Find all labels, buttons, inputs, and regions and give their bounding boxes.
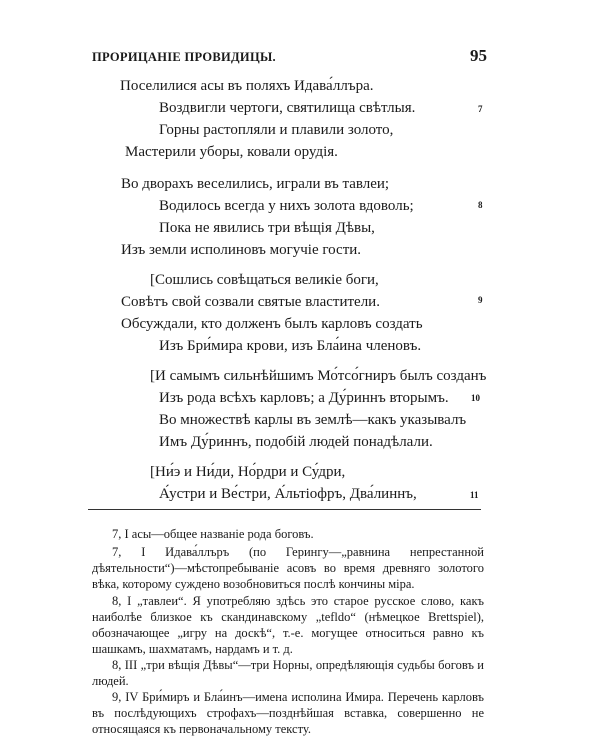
line-number: 7 bbox=[478, 104, 483, 114]
footnote: 7, I асы—общее названiе рода боговъ. bbox=[112, 527, 314, 541]
verse-line: Мастерили уборы, ковали орудiя. bbox=[125, 144, 338, 160]
verse-line: Воздвигли чертоги, святилища свѣтлыя. bbox=[159, 100, 416, 116]
verse-line: [И самымъ сильнѣйшимъ Мо́тсо́гниръ былъ созданъ bbox=[150, 368, 487, 384]
page-number: 95 bbox=[470, 46, 487, 65]
running-head: ПРОРИЦАНIЕ ПРОВИДИЦЫ. bbox=[92, 50, 276, 64]
verse-line: Горны растопляли и плавили золото, bbox=[159, 122, 394, 138]
verse-line: Водилось всегда у нихъ золота вдоволь; bbox=[159, 198, 414, 214]
line-number: 8 bbox=[478, 200, 483, 210]
footnote: 9, IV Бри́миръ и Бла́инъ—имена исполина Имира. Перечень карловъ въ послѣдующихъ строфахъ—позднѣйшая вставка, совершенно не относящаяся къ первоначальному тексту. bbox=[92, 690, 484, 736]
verse-line: Имъ Ду́риннъ, подобiй людей понадѣлали. bbox=[159, 434, 433, 450]
verse-line: [Сошлись совѣщаться великiе боги, bbox=[150, 272, 379, 288]
verse-line: Изъ Бри́мира крови, изъ Бла́ина членовъ. bbox=[159, 338, 422, 354]
line-number: 9 bbox=[478, 295, 483, 305]
footnote: 7, I Идава́ллъръ (по Герингу—„равнина непрестанной дѣятельности“)—мѣстопребыванiе асовъ во время древняго золотого вѣка, которому суждено возобновиться послѣ кончины мiра. bbox=[92, 545, 484, 591]
verse-line: Обсуждали, кто долженъ былъ карловъ создать bbox=[121, 316, 423, 332]
verse-line: Во дворахъ веселились, играли въ тавлеи; bbox=[121, 176, 390, 192]
verse-line: Во множествѣ карлы въ землѣ—какъ указывалъ bbox=[159, 412, 467, 428]
footnote: 8, III „три вѣщiя Дѣвы“—три Норны, опредѣляющiя судьбы боговъ и людей. bbox=[92, 658, 484, 688]
verse-line: Пока не явились три вѣщiя Дѣвы, bbox=[159, 220, 375, 236]
footnote: 8, I „тавлеи“. Я употребляю здѣсь это старое русское слово, какъ наиболѣе близкое къ скандинавскому „tefldo“ (нѣмецкое Brettspiel), обозначающее „игру на доскѣ“, т.-е. могущее относиться равно къ шашкамъ, шахматамъ, нардамъ и т. д. bbox=[92, 594, 484, 656]
verse-line: Совѣтъ свой созвали святые властители. bbox=[121, 294, 380, 310]
line-number: 10 bbox=[471, 393, 480, 403]
verse-line: Изъ земли исполиновъ могучiе гости. bbox=[121, 242, 362, 258]
verse-line: [Ни́э и Ни́ди, Но́рдри и Су́дри, bbox=[150, 464, 346, 480]
verse-line: Изъ рода всѣхъ карловъ; а Ду́риннъ вторымъ. bbox=[159, 390, 449, 406]
line-number: 11 bbox=[470, 490, 479, 500]
verse-line: А́устри и Ве́стри, А́льтiофръ, Два́линнъ, bbox=[159, 486, 417, 502]
verse-line: Поселилися асы въ поляхъ Идава́ллъра. bbox=[120, 78, 374, 94]
footnote-divider bbox=[88, 509, 481, 510]
